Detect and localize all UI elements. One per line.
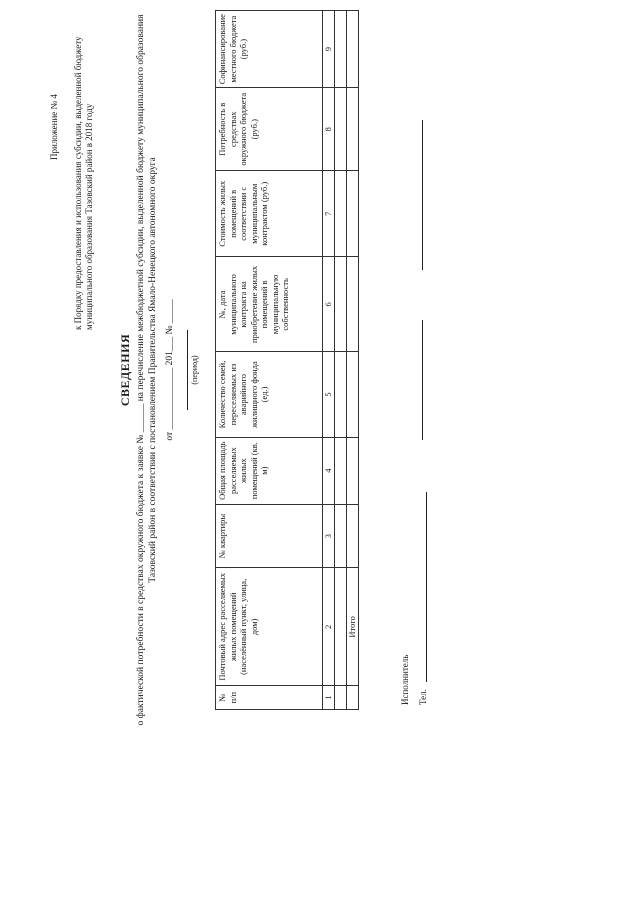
col-header-area: Общая площадь расселяемых жилых помещений (кв. м)	[216, 437, 323, 504]
document-subtitle: о фактической потребности в средствах окружного бюджета к заявке № ______ на перечисление межбюджетной субсидии, выделенной бюджету муниципального образования Тазовский район в соответствии с постановлением Правительства Ямало-Ненецкого автономного округа	[136, 14, 158, 726]
col-header-cofinancing: Софинансирование местного бюджета (руб.)	[216, 11, 323, 88]
col-header-need: Потребность в средствах окружного бюджета (руб.)	[216, 88, 323, 171]
attachment-number: Приложение № 4	[49, 94, 59, 160]
table-cell	[347, 171, 359, 257]
col-header-number: № п/п	[216, 686, 323, 710]
period-note: (период)	[190, 355, 199, 385]
table-cell	[335, 171, 347, 257]
executor-label: Исполнитель	[400, 654, 410, 705]
document-title: СВЕДЕНИЯ	[118, 333, 132, 407]
table-cell	[335, 686, 347, 710]
table-cell	[347, 257, 359, 352]
col-header-cost: Стоимость жилых помещений в соответствии с муниципальным контрактом (руб.)	[216, 171, 323, 257]
column-number-cell: 2	[323, 568, 335, 686]
column-number-cell: 3	[323, 504, 335, 568]
column-number-cell: 4	[323, 437, 335, 504]
table-row-total	[347, 11, 359, 710]
table-cell	[347, 686, 359, 710]
col-header-apartment: № квартиры	[216, 504, 323, 568]
column-number-cell: 5	[323, 352, 335, 437]
column-number-cell: 9	[323, 11, 335, 88]
table-cell	[335, 11, 347, 88]
col-header-contract: №, дата муниципального контракта на приобретение жилых помещений в муниципальную собственность	[216, 257, 323, 352]
col-header-families: Количество семей, переселяемых из аварийного жилищного фонда (ед.)	[216, 352, 323, 437]
table-cell	[335, 88, 347, 171]
column-number-cell: 7	[323, 171, 335, 257]
table-row-empty	[335, 11, 347, 710]
signature-underline	[422, 320, 423, 440]
table-cell	[335, 352, 347, 437]
table-cell	[335, 568, 347, 686]
name-underline	[422, 120, 423, 270]
tel-underline	[426, 492, 427, 682]
tel-label: Тел.	[418, 689, 428, 705]
table-cell	[335, 257, 347, 352]
order-reference: к Порядку предоставления и использования субсидии, выделенной бюджету муниципального образования Тазовский район в 2018 году	[73, 36, 94, 330]
column-number-cell: 6	[323, 257, 335, 352]
period-underline	[187, 330, 188, 410]
table-header-row	[216, 11, 323, 710]
data-table	[215, 10, 359, 710]
table-row-numbers	[323, 11, 335, 710]
table-cell	[335, 504, 347, 568]
table-cell	[347, 88, 359, 171]
table-cell	[347, 352, 359, 437]
column-number-cell: 8	[323, 88, 335, 171]
col-header-address: Почтовый адрес расселяемых жилых помещений (населённый пункт, улица, дом)	[216, 568, 323, 686]
table-cell	[347, 437, 359, 504]
total-label: Итого	[347, 568, 359, 686]
table-cell	[347, 504, 359, 568]
column-number-cell: 1	[323, 686, 335, 710]
date-line: от _____________ 201___ № _____	[165, 299, 175, 441]
table-cell	[335, 437, 347, 504]
table-cell	[347, 11, 359, 88]
